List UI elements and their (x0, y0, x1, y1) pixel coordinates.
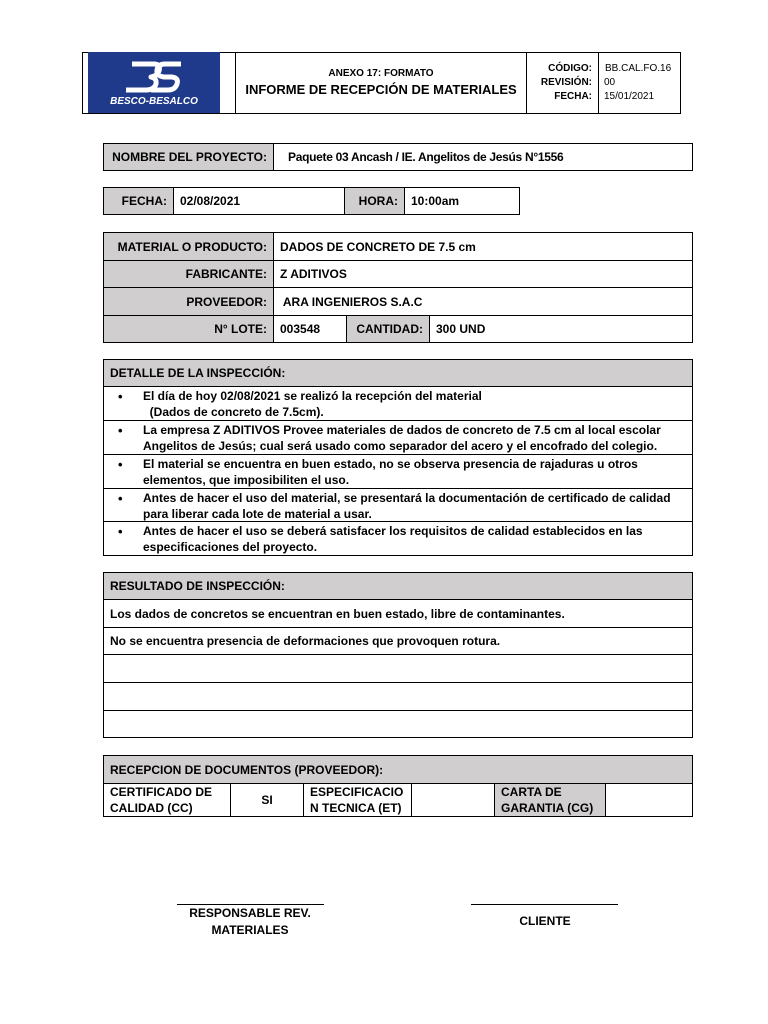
header-date-value: 15/01/2021 (604, 91, 655, 102)
code-value: BB.CAL.FO.16 (605, 63, 672, 74)
bullet-icon: • (118, 457, 123, 472)
time-label: HORA: (344, 187, 405, 215)
result-line (103, 682, 693, 711)
result-title: RESULTADO DE INSPECCIÓN: (103, 572, 693, 600)
inspection-item: • Antes de hacer el uso se deberá satisfacer los requisitos de calidad establecidos en las especificaciones del proyecto. (103, 521, 693, 556)
code-label: CÓDIGO: (548, 63, 592, 74)
product-label: MATERIAL O PRODUCTO: (103, 232, 274, 261)
bullet-icon: • (118, 491, 123, 506)
logo (88, 52, 220, 113)
inspection-item: • Antes de hacer el uso del material, se presentará la documentación de certificado de calidad para liberar cada lote de material a usar. (103, 488, 693, 522)
document-title: INFORME DE RECEPCIÓN DE MATERIALES (245, 82, 517, 97)
bullet-icon: • (118, 423, 123, 438)
supplier-value: ARA INGENIEROS S.A.C (273, 287, 693, 316)
header-date-label: FECHA: (554, 91, 592, 102)
revision-label: REVISIÓN: (540, 77, 592, 88)
bullet-icon: • (118, 524, 123, 539)
result-line (103, 654, 693, 683)
result-line: Los dados de concretos se encuentran en buen estado, libre de contaminantes. (103, 599, 693, 628)
documents-title: RECEPCION DE DOCUMENTOS (PROVEEDOR): (103, 755, 693, 784)
inspection-item: • El material se encuentra en buen estado, no se observa presencia de rajaduras u otros elementos, que imposibiliten el uso. (103, 454, 693, 489)
cc-value: SI (230, 783, 304, 817)
revision-value: 00 (604, 77, 616, 88)
lot-value: 003548 (273, 315, 347, 343)
quantity-value: 300 UND (429, 315, 693, 343)
cg-value (605, 783, 693, 817)
project-value: Paquete 03 Ancash / IE. Angelitos de Jesús N°1556 (273, 143, 693, 171)
maker-value: Z ADITIVOS (273, 260, 693, 288)
time-value: 10:00am (404, 187, 520, 215)
date-value: 02/08/2021 (173, 187, 345, 215)
inspection-item: • La empresa Z ADITIVOS Provee materiales de dados de concreto de 7.5 cm al local escolar Angelitos de Jesús; cual será usado como separador del acero y el encofrado del colegio. (103, 420, 693, 455)
client-signature-label: CLIENTE (519, 914, 571, 928)
inspection-item: • El día de hoy 02/08/2021 se realizó la recepción del material (Dados de concreto de 7.5cm). (103, 386, 693, 421)
responsible-signature-label: RESPONSABLE REV. MATERIALES (189, 906, 311, 937)
product-value: DADOS DE CONCRETO DE 7.5 cm (273, 232, 693, 261)
logo-text: BESCO-BESALCO (110, 96, 198, 107)
bullet-icon: • (118, 389, 123, 404)
cc-label: CERTIFICADO DE CALIDAD (CC) (103, 783, 231, 817)
quantity-label: CANTIDAD: (346, 315, 430, 343)
signature-line-client (471, 904, 618, 905)
result-line: No se encuentra presencia de deformaciones que provoquen rotura. (103, 627, 693, 655)
date-label: FECHA: (103, 187, 174, 215)
lot-label: N° LOTE: (103, 315, 274, 343)
result-line (103, 710, 693, 738)
project-label: NOMBRE DEL PROYECTO: (103, 143, 274, 171)
besco-logo-mark (88, 52, 220, 113)
et-label: ESPECIFICACIO N TECNICA (ET) (303, 783, 412, 817)
et-value (411, 783, 495, 817)
cg-label: CARTA DE GARANTIA (CG) (494, 783, 606, 817)
annex-label: ANEXO 17: FORMATO (328, 68, 434, 79)
maker-label: FABRICANTE: (103, 260, 274, 288)
inspection-title: DETALLE DE LA INSPECCIÓN: (103, 359, 693, 387)
supplier-label: PROVEEDOR: (103, 287, 274, 316)
